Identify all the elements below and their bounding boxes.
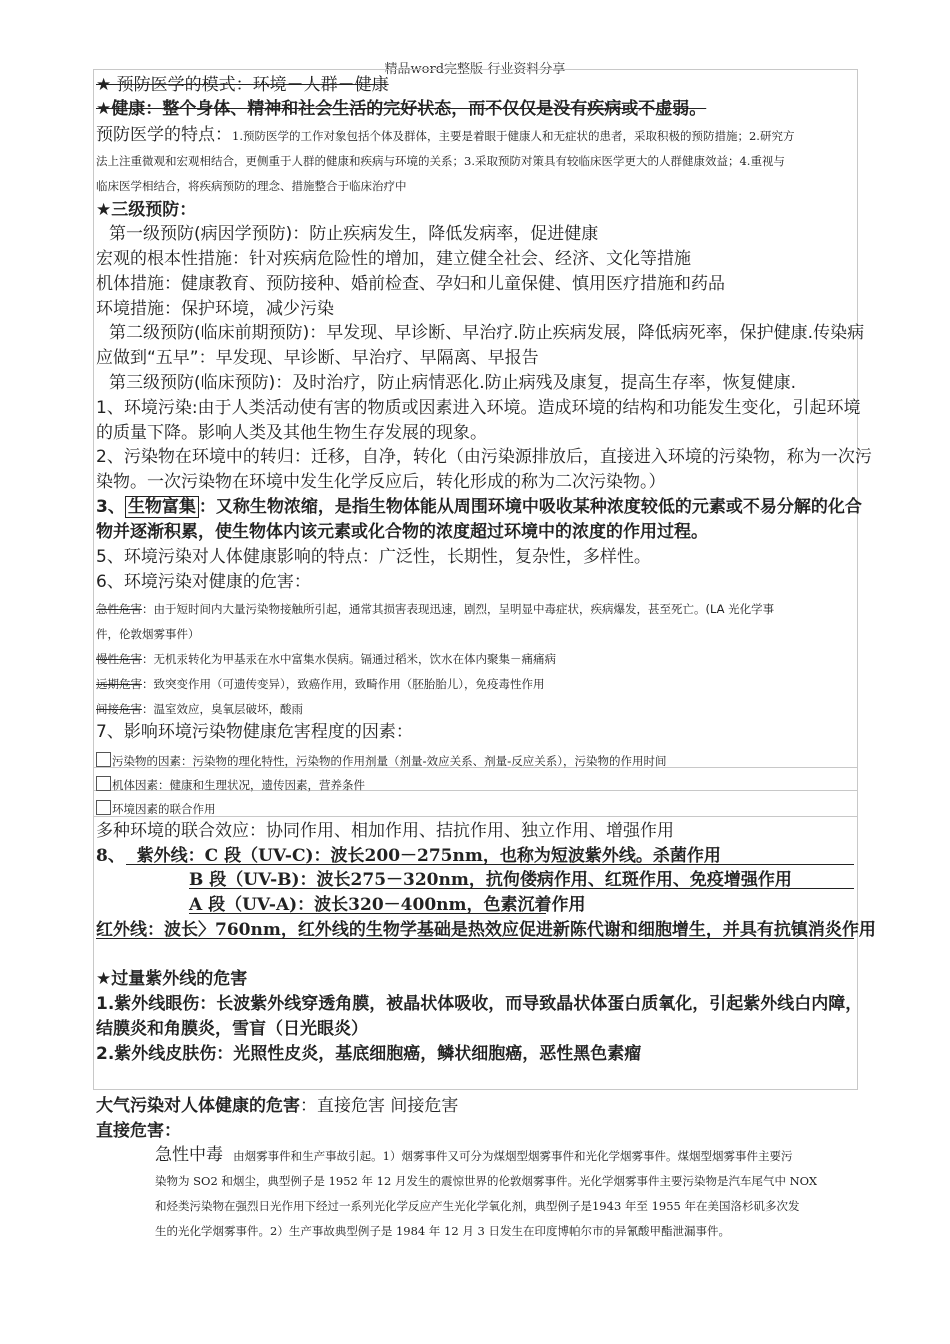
heading-direct-harm: 直接危害：: [96, 1121, 181, 1141]
line-tertiary: 第三级预防(临床预防)：及时治疗，防止病情恶化.防止病残及康复，提高生存率，恢复健康.: [109, 373, 797, 393]
line-fate-2: 染物。一次污染物在环境中发生化学反应后，转化形成的称为二次污染物。）: [96, 472, 666, 492]
line-prevention-model: ★ 预防医学的模式：环境－人群－健康: [96, 75, 389, 95]
line-health-definition: ★健康：整个身体、精神和社会生活的完好状态，而不仅仅是没有疾病或不虚弱。: [96, 99, 707, 119]
line-characteristics: 5、环境污染对人体健康影响的特点：广泛性，长期性，复杂性，多样性。: [96, 547, 651, 567]
line-factors: 7、影响环境污染物健康危害程度的因素：: [96, 722, 413, 742]
line-primary: 第一级预防(病因学预防)：防止疾病发生，降低发病率，促进健康: [109, 224, 599, 244]
line-combined: 多种环境的联合效应：协同作用、相加作用、拮抗作用、独立作用、增强作用: [96, 821, 674, 841]
line-features-3: 临床医学相结合，将疾病预防的理念、措施整合于临床治疗中: [96, 179, 407, 193]
line-acute-poison-3: 和烃类污染物在强烈日光作用下经过一系列光化学反应产生光化学氧化剂，典型例子是1943 年至 1955 年在美国洛杉矶多次发: [155, 1199, 800, 1213]
line-secondary: 第二级预防(临床前期预防)：早发现、早诊断、早治疗.防止疾病发展，降低病死率，保护健康.传染病: [109, 323, 865, 343]
line-features: 预防医学的特点：1.预防医学的工作对象包括个体及群体，主要是着眼于健康人和无症状的患者，采取积极的预防措施；2.研究方: [96, 125, 795, 145]
line-infrared: 红外线：波长〉760nm，红外线的生物学基础是热效应促进新陈代谢和细胞增生，并具有抗镇消炎作用: [96, 920, 876, 940]
line-acute-poison-4: 生的光化学烟雾事件。2）生产事故典型例子是 1984 年 12 月 3 日发生在印度博帕尔市的异氰酸甲酯泄漏事件。: [155, 1224, 730, 1238]
line-uv-eye-2: 结膜炎和角膜炎，雪盲（日光眼炎）: [96, 1019, 368, 1039]
line-hazards: 6、环境污染对健康的危害：: [96, 572, 311, 592]
page-header: 精品word完整版-行业资料分享: [384, 62, 566, 77]
line-features-2: 法上注重微观和宏观相结合，更侧重于人群的健康和疾病与环境的关系；3.采取预防对策具有较临床医学更大的人群健康效益；4.重视与: [96, 154, 785, 168]
line-bioaccumulation-2: 物并逐渐积累，使生物体内该元素或化合物的浓度超过环境中的浓度的作用过程。: [96, 522, 708, 542]
line-uv-a: A 段（UV-A)：波长320－400nm，色素沉着作用: [189, 895, 586, 915]
uv-b-underline: [189, 888, 854, 889]
checkbox-icon[interactable]: [96, 776, 111, 791]
line-five-early: 应做到“五早”：早发现、早诊断、早治疗、早隔离、早报告: [96, 348, 539, 368]
line-uv-c: 8、 紫外线：C 段（UV-C)：波长200－275nm，也称为短波紫外线。杀菌作用: [96, 846, 721, 866]
line-chronic: 慢性危害：无机汞转化为甲基汞在水中富集水俣病。镉通过稻米，饮水在体内聚集－痛痛病: [96, 652, 556, 666]
line-factor-env: 环境因素的联合作用: [96, 800, 216, 816]
line-uv-eye: 1.紫外线眼伤：长波紫外线穿透角膜，被晶状体吸收，而导致晶状体蛋白质氧化，引起紫外线白内障，: [96, 994, 863, 1014]
line-factor-pollutant: 污染物的因素：污染物的理化特性，污染物的作用剂量（剂量-效应关系、剂量-反应关系），污染物的作用时间: [96, 752, 667, 768]
line-acute-2: 件，伦敦烟雾事件）: [96, 627, 200, 641]
heading-three-level: ★三级预防：: [96, 200, 197, 220]
uv-a-underline: [189, 913, 546, 914]
uv-c-underline: [126, 864, 854, 865]
checkbox-icon[interactable]: [96, 800, 111, 815]
line-body: 机体措施：健康教育、预防接种、婚前检查、孕妇和儿童保健、慎用医疗措施和药品: [96, 274, 725, 294]
line-indirect: 间接危害：温室效应，臭氧层破坏，酸雨: [96, 702, 303, 716]
line-longterm: 远期危害：致突变作用（可遗传变异），致癌作用，致畸作用（胚胎胎儿），免疫毒性作用: [96, 677, 545, 691]
line-macro: 宏观的根本性措施：针对疾病危险性的增加，建立健全社会、经济、文化等措施: [96, 249, 691, 269]
line-fate-1: 2、污染物在环境中的转归：迁移，自净，转化（由污染源排放后，直接进入环境的污染物，称为一次污: [96, 447, 872, 467]
line-pollution-1: 1、环境污染:由于人类活动使有害的物质或因素进入环境。造成环境的结构和功能发生变化，引起环境: [96, 398, 861, 418]
checkbox-icon[interactable]: [96, 752, 111, 767]
line-acute-poison: 急性中毒 由烟雾事件和生产事故引起。1）烟雾事件又可分为煤烟型烟雾事件和光化学烟雾事件。煤烟型烟雾事件主要污: [155, 1145, 793, 1165]
infrared-underline: [96, 938, 854, 939]
heading-uv-hazard: ★过量紫外线的危害: [96, 969, 248, 989]
line-air-pollution: 大气污染对人体健康的危害：直接危害 间接危害: [96, 1096, 459, 1116]
line-acute: 急性危害：由于短时间内大量污染物接触所引起，通常其损害表现迅速，剧烈，呈明显中毒症状，疾病爆发，甚至死亡。(LA 光化学事: [96, 602, 775, 616]
line-uv-skin: 2.紫外线皮肤伤：光照性皮炎，基底细胞癌，鳞状细胞癌，恶性黑色素瘤: [96, 1044, 642, 1064]
line-environment: 环境措施：保护环境，减少污染: [96, 299, 334, 319]
line-acute-poison-2: 染物为 SO2 和烟尘，典型例子是 1952 年 12 月发生的震惊世界的伦敦烟雾事件。光化学烟雾事件主要污染物是汽车尾气中 NOX: [155, 1174, 818, 1188]
line-pollution-2: 的质量下降。影响人类及其他生物生存发展的现象。: [96, 423, 487, 443]
line-factor-body: 机体因素：健康和生理状况，遗传因素，营养条件: [96, 776, 365, 792]
line-bioaccumulation: 3、 生物富集 ：又称生物浓缩，是指生物体能从周围环境中吸收某种浓度较低的元素或不易分解的化合: [96, 497, 862, 517]
line-uv-b: B 段（UV-B)：波长275－320nm，抗佝偻病作用、红斑作用、免疫增强作用: [189, 870, 792, 890]
